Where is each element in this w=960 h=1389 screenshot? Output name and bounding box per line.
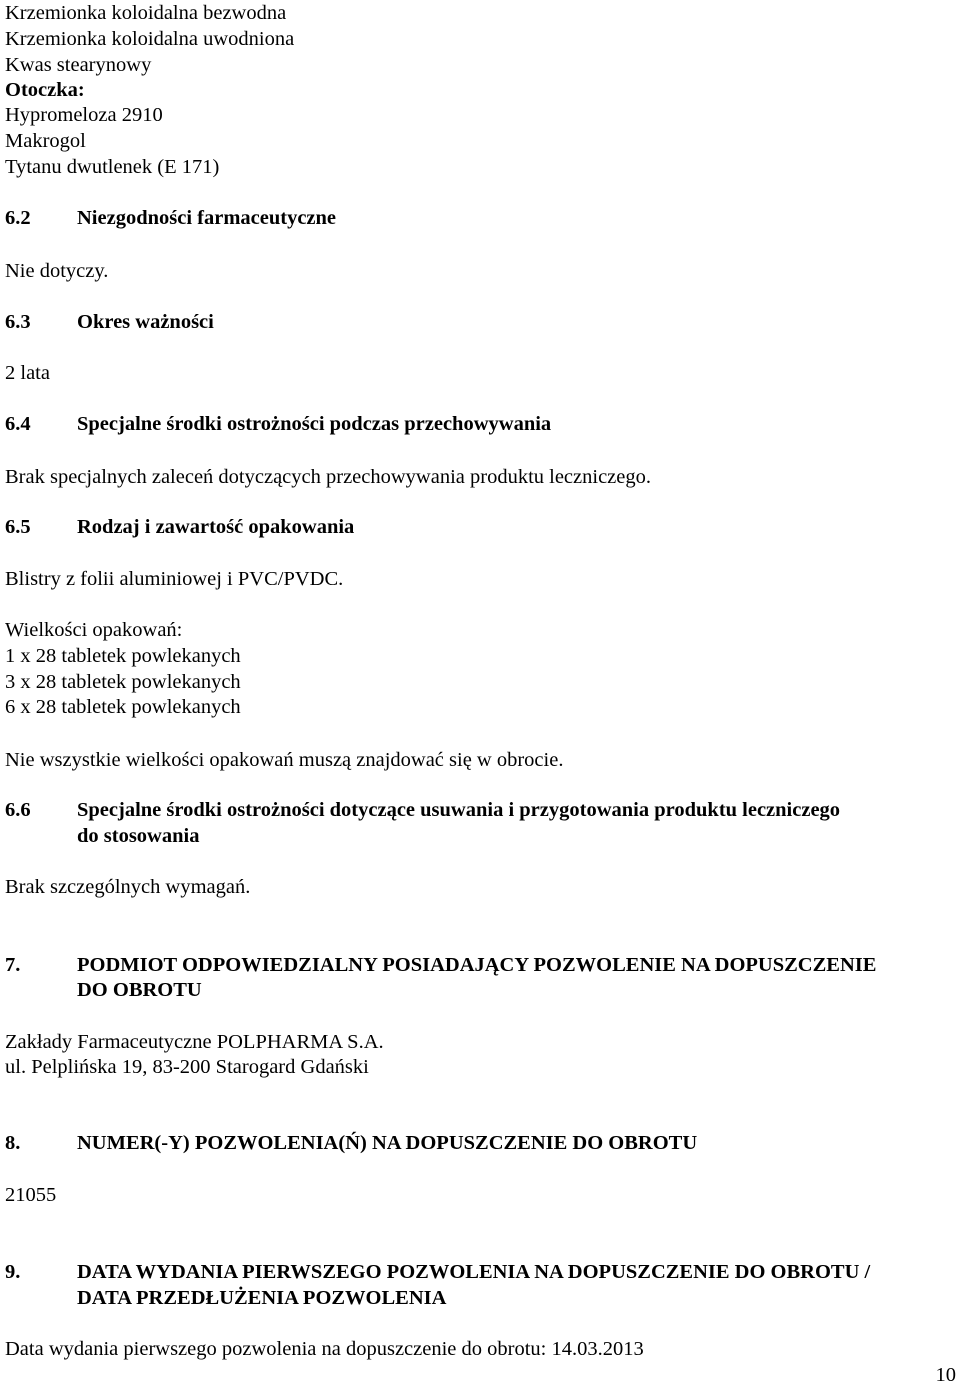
section-number: 6.5 (5, 516, 31, 538)
section-body: Brak szczególnych wymagań. (5, 876, 251, 898)
pack-size-item: 6 x 28 tabletek powlekanych (5, 696, 241, 718)
section-title: Specjalne środki ostrożności dotyczące usuwania i przygotowania produktu leczniczego (77, 799, 841, 821)
section-number: 6.4 (5, 413, 31, 435)
authorization-number: 21055 (5, 1184, 57, 1206)
section-number: 6.3 (5, 311, 31, 333)
section-number: 6.6 (5, 799, 31, 821)
section-body: 2 lata (5, 362, 50, 384)
coating-line: Tytanu dwutlenek (E 171) (5, 156, 220, 178)
pack-size-item: 1 x 28 tabletek powlekanych (5, 645, 241, 667)
coating-line: Makrogol (5, 130, 86, 152)
section-title: Specjalne środki ostrożności podczas przechowywania (77, 413, 552, 435)
coating-line: Hypromeloza 2910 (5, 104, 163, 126)
pack-sizes-heading: Wielkości opakowań: (5, 619, 183, 641)
coating-heading: Otoczka: (5, 79, 85, 101)
pack-note: Nie wszystkie wielkości opakowań muszą znajdować się w obrocie. (5, 749, 564, 771)
excipient-line: Kwas stearynowy (5, 54, 152, 76)
section-title-continued: do stosowania (77, 825, 200, 847)
excipient-line: Krzemionka koloidalna uwodniona (5, 28, 295, 50)
section-title: Niezgodności farmaceutyczne (77, 207, 337, 229)
section-number: 8. (5, 1132, 21, 1154)
first-authorization-date: Data wydania pierwszego pozwolenia na dopuszczenie do obrotu: 14.03.2013 (5, 1338, 644, 1360)
section-body: Brak specjalnych zaleceń dotyczących przechowywania produktu leczniczego. (5, 466, 652, 488)
page-number: 10 (935, 1364, 956, 1386)
company-name: Zakłady Farmaceutyczne POLPHARMA S.A. (5, 1031, 384, 1053)
pack-size-item: 3 x 28 tabletek powlekanych (5, 671, 241, 693)
section-number: 9. (5, 1261, 21, 1283)
section-title-continued: DATA PRZEDŁUŻENIA POZWOLENIA (77, 1287, 447, 1309)
section-title: Rodzaj i zawartość opakowania (77, 516, 355, 538)
section-title-continued: DO OBROTU (77, 979, 202, 1001)
section-title: NUMER(-Y) POZWOLENIA(Ń) NA DOPUSZCZENIE DO OBROTU (77, 1132, 698, 1154)
section-body: Blistry z folii aluminiowej i PVC/PVDC. (5, 568, 344, 590)
excipient-line: Krzemionka koloidalna bezwodna (5, 2, 287, 24)
section-title: Okres ważności (77, 311, 214, 333)
company-address: ul. Pelplińska 19, 83-200 Starogard Gdański (5, 1056, 369, 1078)
section-title: DATA WYDANIA PIERWSZEGO POZWOLENIA NA DOPUSZCZENIE DO OBROTU / (77, 1261, 871, 1283)
section-title: PODMIOT ODPOWIEDZIALNY POSIADAJĄCY POZWOLENIE NA DOPUSZCZENIE (77, 954, 877, 976)
section-number: 7. (5, 954, 21, 976)
section-body: Nie dotyczy. (5, 260, 109, 282)
section-number: 6.2 (5, 207, 31, 229)
